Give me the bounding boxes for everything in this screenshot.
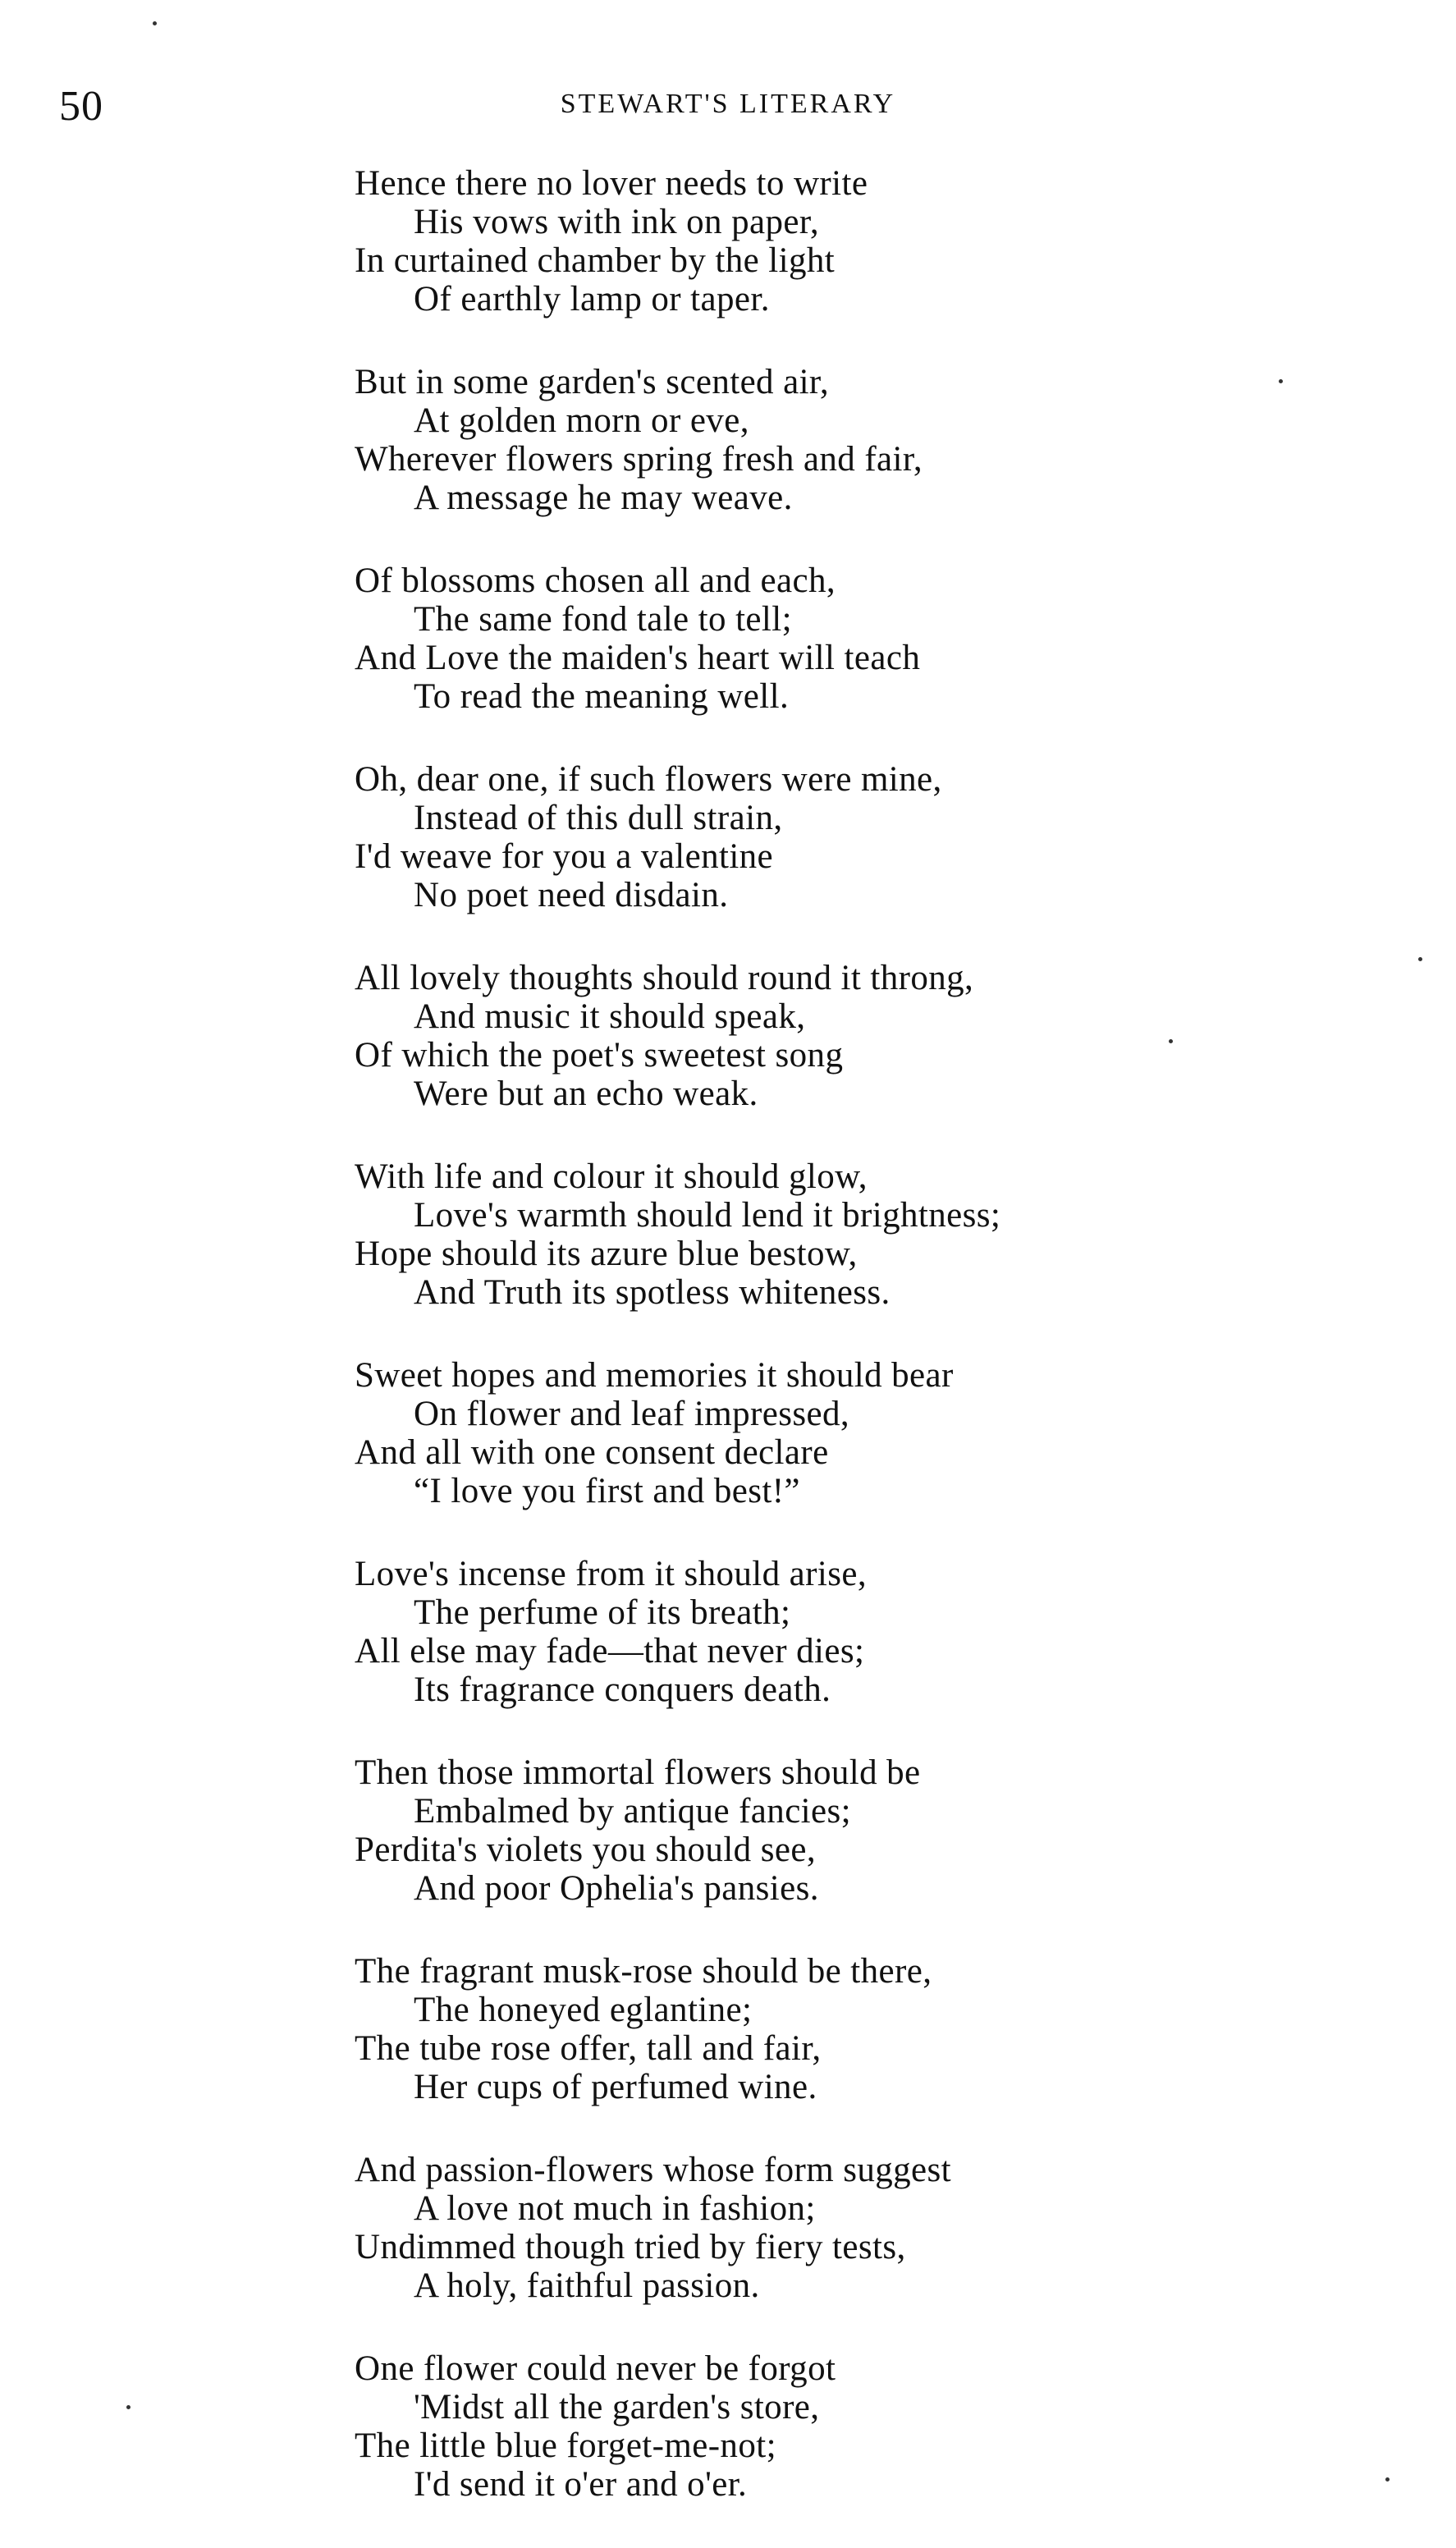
- poem-line: Then those immortal flowers should be: [355, 1753, 921, 1792]
- poem: [355, 164, 1380, 2548]
- poem-line: And Truth its spotless whiteness.: [414, 1273, 891, 1312]
- stanza: [355, 1555, 1380, 1709]
- stanza: [355, 1157, 1380, 1312]
- poem-line: Oh, dear one, if such flowers were mine,: [355, 760, 942, 799]
- poem-line: With life and colour it should glow,: [355, 1157, 868, 1196]
- poem-line: Wherever flowers spring fresh and fair,: [355, 440, 923, 479]
- poem-line: And all with one consent declare: [355, 1433, 829, 1472]
- running-head: STEWART'S LITERARY: [560, 89, 896, 119]
- poem-line: All else may fade—that never dies;: [355, 1632, 865, 1670]
- poem-line: Of blossoms chosen all and each,: [355, 561, 836, 600]
- poem-line: Undimmed though tried by fiery tests,: [355, 2228, 906, 2266]
- stanza: [355, 1952, 1380, 2106]
- stanza: [355, 959, 1380, 1113]
- poem-line: Perdita's violets you should see,: [355, 1831, 816, 1869]
- poem-line: Of earthly lamp or taper.: [414, 280, 770, 318]
- poem-line: I'd weave for you a valentine: [355, 837, 774, 876]
- page-header: [0, 82, 1456, 131]
- poem-line: Embalmed by antique fancies;: [414, 1792, 851, 1831]
- poem-line: “I love you first and best!”: [414, 1472, 800, 1510]
- print-speck: [1279, 379, 1283, 383]
- stanza: [355, 363, 1380, 517]
- poem-line: The little blue forget-me-not;: [355, 2427, 776, 2465]
- poem-line: And music it should speak,: [414, 997, 806, 1036]
- poem-line: The fragrant musk-rose should be there,: [355, 1952, 932, 1991]
- poem-line: The tube rose offer, tall and fair,: [355, 2029, 822, 2068]
- poem-line: And passion-flowers whose form suggest: [355, 2151, 951, 2189]
- stanza: [355, 164, 1380, 318]
- poem-line: A love not much in fashion;: [414, 2189, 816, 2228]
- poem-line: The same fond tale to tell;: [414, 600, 792, 639]
- print-speck: [1385, 2477, 1390, 2482]
- poem-line: Hope should its azure blue bestow,: [355, 1235, 858, 1273]
- poem-line: In curtained chamber by the light: [355, 241, 836, 280]
- poem-line: His vows with ink on paper,: [414, 203, 819, 241]
- print-speck: [1418, 957, 1422, 961]
- poem-line: And Love the maiden's heart will teach: [355, 639, 921, 677]
- poem-line: The honeyed eglantine;: [414, 1991, 753, 2029]
- poem-line: Hence there no lover needs to write: [355, 164, 868, 203]
- poem-line: Its fragrance conquers death.: [414, 1670, 831, 1709]
- print-speck: [126, 2405, 130, 2409]
- poem-line: I'd send it o'er and o'er.: [414, 2465, 748, 2504]
- poem-line: And poor Ophelia's pansies.: [414, 1869, 819, 1908]
- stanza: [355, 1356, 1380, 1510]
- poem-line: Her cups of perfumed wine.: [414, 2068, 817, 2106]
- poem-line: To read the meaning well.: [414, 677, 790, 716]
- stanza: [355, 561, 1380, 716]
- print-speck: [1169, 1039, 1173, 1043]
- stanza: [355, 2151, 1380, 2305]
- poem-line: 'Midst all the garden's store,: [414, 2388, 820, 2427]
- poem-line: The perfume of its breath;: [414, 1593, 791, 1632]
- print-speck: [153, 21, 157, 25]
- page-number: 50: [59, 83, 103, 130]
- poem-line: All lovely thoughts should round it throng,: [355, 959, 974, 997]
- stanza: [355, 760, 1380, 914]
- poem-line: Of which the poet's sweetest song: [355, 1036, 844, 1075]
- poem-line: A holy, faithful passion.: [414, 2266, 760, 2305]
- poem-line: Love's incense from it should arise,: [355, 1555, 868, 1593]
- poem-line: Were but an echo weak.: [414, 1075, 758, 1113]
- poem-line: But in some garden's scented air,: [355, 363, 830, 401]
- poem-line: No poet need disdain.: [414, 876, 729, 914]
- poem-line: Love's warmth should lend it brightness;: [414, 1196, 1001, 1235]
- poem-line: At golden morn or eve,: [414, 401, 749, 440]
- poem-line: On flower and leaf impressed,: [414, 1395, 850, 1433]
- poem-line: A message he may weave.: [414, 479, 793, 517]
- poem-line: Sweet hopes and memories it should bear: [355, 1356, 954, 1395]
- stanza: [355, 2349, 1380, 2504]
- poem-line: One flower could never be forgot: [355, 2349, 836, 2388]
- poem-line: Instead of this dull strain,: [414, 799, 783, 837]
- stanza: [355, 1753, 1380, 1908]
